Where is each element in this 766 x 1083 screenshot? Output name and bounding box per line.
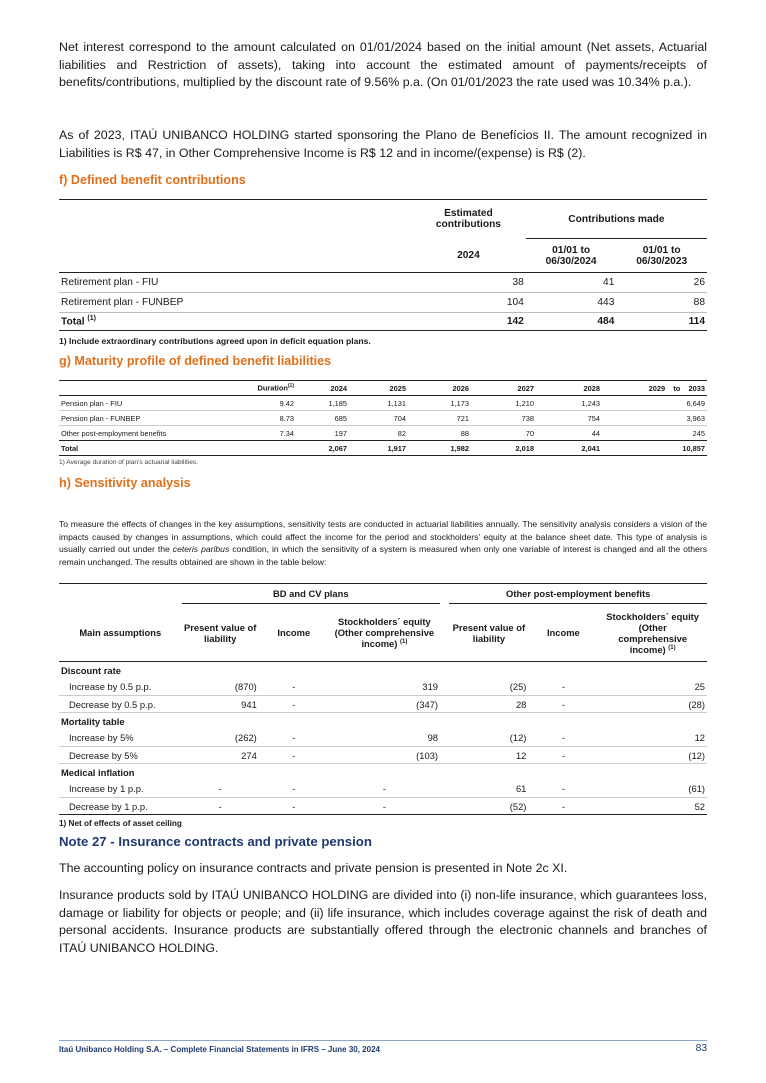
page-number: 83 [695, 1043, 707, 1054]
spacer-cell [440, 747, 449, 764]
col-present-value-2: Present value of liability [452, 621, 526, 644]
assumption-label: Decrease by 1 p.p. [69, 800, 148, 812]
assumption-group-row [59, 662, 707, 679]
section-f-heading: f) Defined benefit contributions [59, 173, 246, 187]
table-row [59, 747, 707, 764]
assumption-label: Increase by 5% [69, 732, 134, 744]
col-2024: 2024 [457, 249, 480, 261]
assumption-label: Decrease by 5% [69, 749, 138, 761]
table-row [59, 730, 707, 747]
value-cell: 12 [694, 732, 705, 744]
table-row [59, 798, 707, 815]
intro-paragraph-2: As of 2023, ITAÚ UNIBANCO HOLDING started sponsoring the Plano de Benefícios II. The amount recognized in Liabilities is R$ 47, in Other Comprehensive Income is R$ 12 and in income/(expense) is R$ (2). [59, 128, 707, 160]
col-income-2: Income [546, 627, 580, 638]
value-cell: - [561, 732, 565, 744]
spacer-cell [440, 781, 449, 798]
col-equity-2: Stockholders´ equity (Other comprehensive income) $^{(1)}$ [606, 610, 700, 655]
value-cell: - [561, 681, 565, 693]
col-present-value-1: Present value of liability [183, 621, 257, 644]
table-row [59, 679, 707, 696]
value-cell: (28) [688, 698, 705, 710]
assumption-group-row [59, 764, 707, 781]
col-period-2024: 01/01 to 06/30/2024 [545, 244, 597, 267]
spacer-cell [440, 679, 449, 696]
value-cell: - [561, 783, 565, 795]
assumption-label: Increase by 0.5 p.p. [69, 681, 152, 693]
value-cell: - [218, 783, 222, 795]
table-total-row: Total $^{(1)}$ 142 484 114 [59, 313, 707, 331]
col-estimated-contributions: Estimated contributions [435, 208, 501, 231]
value-cell: 52 [694, 800, 705, 812]
table-row: Retirement plan - FIU 38 41 26 [59, 273, 707, 293]
col-income-1: Income [277, 627, 311, 638]
intro-paragraph-1: Net interest correspond to the amount calculated on 01/01/2024 based on the initial amount (Net assets, Actuarial liabilities and Restriction of assets), taking into account the estimated amount of payments/receipts of benefits/contributions, multiplied by the discount rate of 9.56% p.a. (On 01/01/2023 the rate used was 10.34% p.a.). [59, 40, 707, 90]
spacer-cell [440, 798, 449, 815]
note-27-paragraph-1: The accounting policy on insurance contracts and private pension is presented in Note 2c XI. [59, 861, 568, 875]
section-g-footnote: 1) Average duration of plan’s actuarial liabilities. [59, 459, 199, 466]
section-h-heading: h) Sensitivity analysis [59, 476, 191, 490]
value-cell: - [292, 681, 296, 693]
section-f-footnote: 1) Include extraordinary contributions agreed upon in deficit equation plans. [59, 336, 371, 346]
value-cell: (262) [234, 732, 257, 744]
value-cell: (12) [509, 732, 527, 744]
note-27-paragraph-2: Insurance products sold by ITAÚ UNIBANCO HOLDING are divided into (i) non-life insurance, which guarantees loss, damage or liability for objects or people; and (ii) life insurance, which includes coverage against the risk of death and personal accidents. Insurance products are substantially offered through the electronic channels and branches of ITAÚ UNIBANCO HOLDING. [59, 888, 707, 955]
value-cell: - [292, 698, 296, 710]
col-main-assumptions: Main assumptions [79, 626, 162, 638]
value-cell: 319 [422, 681, 439, 693]
value-cell: 274 [241, 749, 257, 761]
sensitivity-table [59, 583, 707, 828]
spacer-cell [440, 730, 449, 747]
group-bd-cv-plans: BD and CV plans [182, 584, 440, 604]
contributions-table [59, 199, 707, 346]
spacer-cell [440, 696, 449, 713]
value-cell: - [292, 749, 296, 761]
group-other-post-employment: Other post-employment benefits [449, 584, 707, 604]
value-cell: - [382, 783, 386, 795]
col-equity-1: Stockholders´ equity (Other comprehensive income) $^{(1)}$ [334, 616, 435, 649]
page-footer [59, 1040, 707, 1054]
table-row: Pension plan - FIU 9.42 1,185 1,131 1,173 1,210 1,243 6,649 [59, 396, 707, 411]
assumption-group-row [59, 713, 707, 730]
maturity-profile-table: Duration$^{(1)}$ 2024 2025 2026 2027 2028 2029 to 2033 Pension plan - FIU 9.42 1,185 1,131 1,173 1,210 1,243 6,649 Pension plan - FUNBEP 8.73 685 704 721 738 754 3,963 Other post-employment benefits 7.34 197 82 88 70 44 245 Total 2,067 1,917 1,982 2,018 2,041 10,857 1) Average duration of plan’s actuarial liabilities. [59, 380, 707, 466]
value-cell: 61 [515, 783, 527, 795]
assumption-group-title: Medical inflation [61, 766, 135, 778]
value-cell: (12) [688, 749, 705, 761]
value-cell: - [292, 800, 296, 812]
value-cell: - [292, 732, 296, 744]
table-total-row: Total 2,067 1,917 1,982 2,018 2,041 10,857 [59, 441, 707, 456]
note-27-heading: Note 27 - Insurance contracts and private pension [59, 834, 372, 849]
value-cell: - [561, 749, 565, 761]
col-contributions-made: Contributions made [526, 200, 707, 239]
value-cell: (103) [416, 749, 439, 761]
value-cell: - [561, 800, 565, 812]
section-h-footnote: 1) Net of effects of asset ceiling [59, 819, 182, 828]
footer-company-title: Itaú Unibanco Holding S.A. – Complete Financial Statements in IFRS – June 30, 2024 [59, 1045, 380, 1054]
value-cell: 98 [427, 732, 439, 744]
section-h-paragraph: To measure the effects of changes in the key assumptions, sensitivity tests are conducted in actuarial liabilities annually. The sensitivity analysis considers a vision of the impacts caused by changes in assumptions, which could affect the income for the period and stockholders’ equity at the balance sheet date. This type of analysis is usually carried out under the ceteris paribus condition, in which the sensitivity of a system is measured when only one variable of interest is changed and all the others remain unchanged. The results obtained are shown in the table below: [59, 519, 707, 567]
table-row: Retirement plan - FUNBEP 104 443 88 [59, 293, 707, 313]
value-cell: 28 [515, 698, 527, 710]
value-cell: 25 [694, 681, 705, 693]
value-cell: 941 [241, 698, 257, 710]
assumption-label: Increase by 1 p.p. [69, 783, 144, 795]
col-period-2023: 01/01 to 06/30/2023 [636, 244, 688, 267]
assumption-group-title: Discount rate [61, 664, 121, 676]
table-row [59, 696, 707, 713]
assumption-label: Decrease by 0.5 p.p. [69, 698, 156, 710]
table-row: Other post-employment benefits 7.34 197 82 88 70 44 245 [59, 426, 707, 441]
value-cell: (52) [509, 800, 527, 812]
value-cell: (61) [688, 783, 705, 795]
value-cell: - [218, 800, 222, 812]
value-cell: - [292, 783, 296, 795]
value-cell: (347) [416, 698, 439, 710]
value-cell: - [382, 800, 386, 812]
section-g-heading: g) Maturity profile of defined benefit liabilities [59, 354, 332, 368]
value-cell: 12 [515, 749, 527, 761]
value-cell: (25) [509, 681, 527, 693]
table-row: Pension plan - FUNBEP 8.73 685 704 721 738 754 3,963 [59, 411, 707, 426]
value-cell: - [561, 698, 565, 710]
table-row [59, 781, 707, 798]
assumption-group-title: Mortality table [61, 715, 125, 727]
value-cell: (870) [234, 681, 257, 693]
